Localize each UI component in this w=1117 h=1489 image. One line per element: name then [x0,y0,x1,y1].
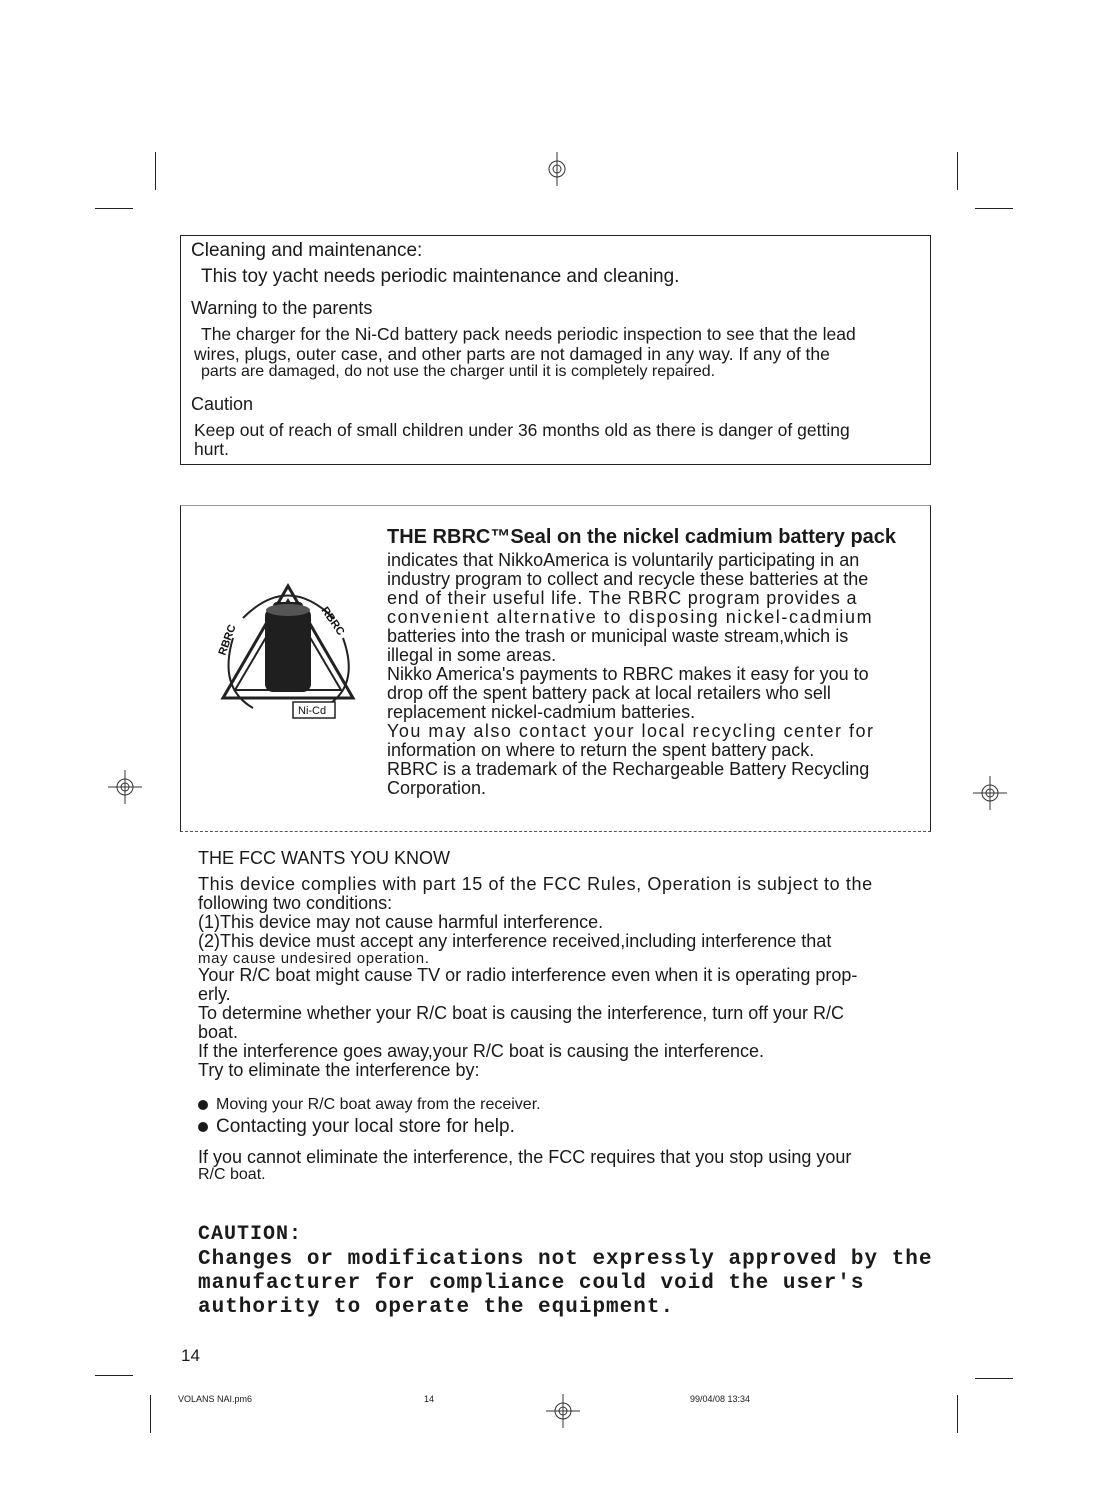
rbrc-line: end of their useful life. The RBRC program provides a [387,588,858,608]
crop-mark [975,208,1013,209]
crop-mark [95,1375,133,1376]
bullet-icon [198,1100,208,1110]
footer-file-name: VOLANS NAI.pm6 [178,1394,253,1404]
caution-line: Changes or modifications not expressly approved by the [198,1248,933,1271]
warning-text-line: wires, plugs, outer case, and other parts are not damaged in any way. If any of the [194,344,830,364]
crop-mark [957,1395,958,1433]
rbrc-line: convenient alternative to disposing nickel-cadmium [387,607,874,627]
rbrc-seal-box [180,505,931,832]
rbrc-paragraph [387,551,912,798]
rbrc-logo-text: RBRC [216,623,239,658]
rbrc-line: Corporation. [387,778,487,798]
fcc-bullet-item: Moving your R/C boat away from the receiver. [198,1096,541,1114]
fcc-closing-line: If you cannot eliminate the interference, the FCC requires that you stop using your [198,1147,852,1167]
registration-mark-icon [546,1394,580,1428]
fcc-line: boat. [198,1022,239,1042]
caution-text-line: hurt. [194,439,230,459]
registration-mark-icon [973,776,1007,810]
crop-mark [957,152,958,190]
rbrc-line: RBRC is a trademark of the Rechargeable Battery Recycling [387,759,870,779]
registration-mark-icon [108,770,142,804]
warning-text-line: The charger for the Ni-Cd battery pack needs periodic inspection to see that the lead [201,324,856,344]
fcc-line: may cause undesired operation. [198,950,430,967]
warning-title: Warning to the parents [191,298,373,318]
caution-text-line: Keep out of reach of small children under 36 months old as there is danger of getting [194,420,850,440]
crop-mark [975,1378,1013,1379]
caution-title: Caution [191,394,254,414]
fcc-title: THE FCC WANTS YOU KNOW [198,848,450,868]
rbrc-line: industry program to collect and recycle these batteries at the [387,569,869,589]
fcc-line: Your R/C boat might cause TV or radio interference even when it is operating prop- [198,965,858,985]
rbrc-recycling-logo-icon [213,578,363,726]
fcc-line: To determine whether your R/C boat is causing the interference, turn off your R/C [198,1003,844,1023]
rbrc-line: illegal in some areas. [387,645,557,665]
fcc-line: Try to eliminate the interference by: [198,1060,480,1080]
fcc-line: This device complies with part 15 of the FCC Rules, Operation is subject to the [198,874,873,894]
bullet-icon [198,1122,208,1132]
crop-mark [155,152,156,190]
rbrc-logo-text: RBRC [318,604,347,638]
fcc-line: (1)This device may not cause harmful interference. [198,912,604,932]
fcc-paragraph [198,874,938,1080]
crop-mark [150,1395,151,1433]
cleaning-maintenance-box [180,235,931,465]
fcc-bullet-item: Contacting your local store for help. [198,1116,515,1138]
fcc-line: erly. [198,984,231,1004]
rbrc-line: replacement nickel-cadmium batteries. [387,702,696,722]
cleaning-text: This toy yacht needs periodic maintenance and cleaning. [201,266,680,287]
fcc-line: following two conditions: [198,893,393,913]
page-number: 14 [181,1346,200,1365]
crop-mark [95,208,133,209]
rbrc-line: information on where to return the spent battery pack. [387,740,815,760]
rbrc-line: drop off the spent battery pack at local retailers who sell [387,683,831,703]
ni-cd-label: Ni-Cd [298,705,327,717]
registration-mark-icon [540,152,574,186]
fcc-line: If the interference goes away,your R/C boat is causing the interference. [198,1041,764,1061]
fcc-line: (2)This device must accept any interference received,including interference that [198,931,832,951]
rbrc-line: Nikko America's payments to RBRC makes it easy for you to [387,664,869,684]
fcc-closing-line: R/C boat. [198,1166,266,1183]
rbrc-line: indicates that NikkoAmerica is voluntarily participating in an [387,550,860,570]
caution-line: manufacturer for compliance could void the user's [198,1272,865,1295]
footer-page-ref: 14 [424,1394,435,1404]
rbrc-line: You may also contact your local recycling center for [387,721,875,741]
rbrc-line: batteries into the trash or municipal waste stream,which is [387,626,849,646]
caution-line: authority to operate the equipment. [198,1296,675,1319]
rbrc-title: THE RBRC™Seal on the nickel cadmium battery pack [387,526,897,548]
caution-heading: CAUTION: [198,1223,303,1246]
footer-timestamp: 99/04/08 13:34 [690,1394,751,1404]
warning-text-line: parts are damaged, do not use the charger until it is completely repaired. [201,363,716,380]
cleaning-title: Cleaning and maintenance: [191,240,423,261]
